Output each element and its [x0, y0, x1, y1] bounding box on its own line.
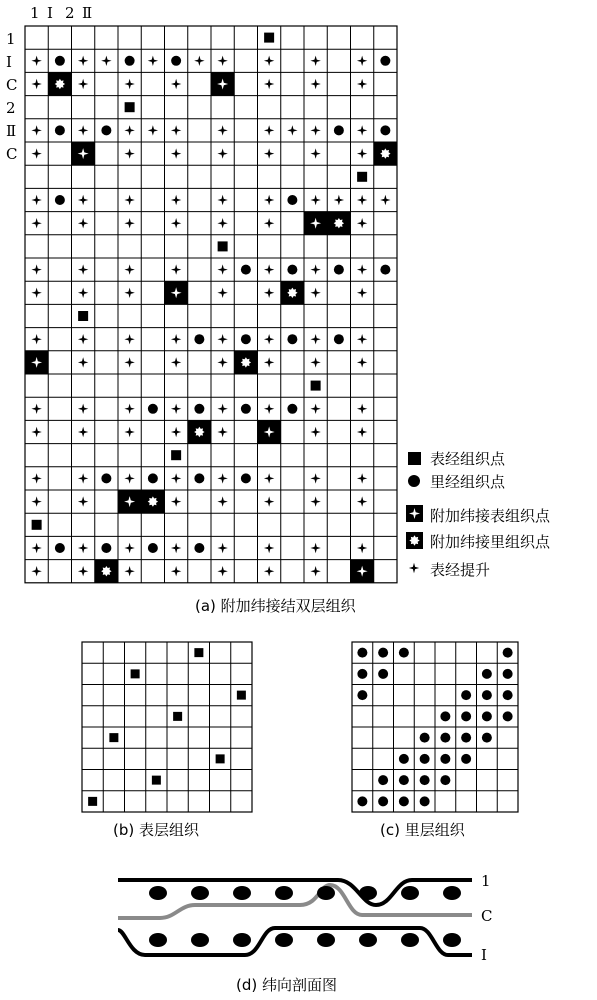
star-mark: [31, 264, 41, 274]
star-mark: [124, 566, 134, 576]
star-mark: [101, 56, 111, 66]
star-mark: [357, 473, 367, 483]
star-mark: [357, 288, 367, 298]
section-label-top: 1: [481, 872, 491, 890]
star-mark: [310, 404, 320, 414]
star-mark: [31, 125, 41, 135]
row-label-C2: C: [6, 145, 18, 163]
star-mark: [124, 218, 134, 228]
star-mark: [78, 56, 88, 66]
square-mark: [216, 754, 225, 763]
star-mark: [31, 404, 41, 414]
grid-a-combined-weave: [25, 26, 397, 583]
star-mark: [310, 264, 320, 274]
dot-mark: [125, 56, 135, 66]
boxed-burst-inner: [287, 288, 297, 298]
star-mark: [124, 195, 134, 205]
dot-mark: [482, 690, 492, 700]
dot-mark: [440, 754, 450, 764]
dot-mark: [101, 543, 111, 553]
star-mark: [124, 125, 134, 135]
legend-label-1: 里经组织点: [430, 473, 506, 491]
legend: [406, 450, 551, 579]
dot-mark: [380, 265, 390, 275]
dot-mark: [287, 334, 297, 344]
star-mark: [217, 357, 227, 367]
weft-dot-top: [233, 886, 251, 900]
star-mark: [264, 195, 274, 205]
star-mark: [171, 264, 181, 274]
star-mark: [310, 195, 320, 205]
dot-mark: [378, 648, 388, 658]
star-mark: [334, 195, 344, 205]
star-mark: [264, 404, 274, 414]
star-mark: [171, 357, 181, 367]
dot-mark: [420, 775, 430, 785]
caption-a: (a) 附加纬接结双层组织: [195, 597, 356, 615]
square-mark: [32, 520, 42, 530]
star-mark: [124, 288, 134, 298]
grid-c-back-weave: [352, 642, 518, 812]
dot-mark: [357, 690, 367, 700]
star-mark: [124, 264, 134, 274]
dot-mark: [241, 265, 251, 275]
dot-mark: [440, 733, 450, 743]
star-mark: [264, 334, 274, 344]
star-mark: [217, 195, 227, 205]
top-label-II: Ⅱ: [82, 4, 93, 22]
caption-c: (c) 里层组织: [380, 821, 465, 839]
dot-mark: [241, 473, 251, 483]
star-mark: [217, 288, 227, 298]
dot-mark: [194, 543, 204, 553]
boxed-burst-inner: [148, 496, 158, 506]
dot-mark: [334, 265, 344, 275]
star-mark: [264, 357, 274, 367]
star-mark: [171, 566, 181, 576]
star-mark: [264, 264, 274, 274]
dot-mark: [461, 711, 471, 721]
square-mark: [78, 311, 88, 321]
star-mark: [217, 404, 227, 414]
star-mark: [217, 264, 227, 274]
star-mark: [171, 404, 181, 414]
row-label-II: Ⅱ: [6, 122, 17, 140]
boxed-burst-inner: [380, 148, 390, 158]
star-mark: [171, 148, 181, 158]
star-mark: [31, 566, 41, 576]
star-mark: [78, 79, 88, 89]
top-label-I: Ⅰ: [47, 4, 53, 22]
star-mark: [357, 79, 367, 89]
star-mark: [310, 473, 320, 483]
star-mark: [31, 148, 41, 158]
grid-b-face-weave: [82, 642, 252, 812]
dot-mark: [334, 334, 344, 344]
star-mark: [310, 334, 320, 344]
top-column-labels: [30, 4, 92, 22]
star-mark: [171, 496, 181, 506]
caption-b: (b) 表层组织: [113, 821, 199, 839]
top-label-2: 2: [65, 4, 75, 22]
dot-mark: [148, 404, 158, 414]
star-mark: [217, 56, 227, 66]
row-label-I: Ⅰ: [6, 53, 12, 71]
star-mark: [310, 427, 320, 437]
star-mark: [310, 543, 320, 553]
square-mark: [194, 648, 203, 657]
star-mark: [217, 334, 227, 344]
weft-dot-bottom: [443, 933, 461, 947]
weft-dot-bottom: [149, 933, 167, 947]
dot-mark: [378, 775, 388, 785]
star-mark: [171, 79, 181, 89]
dot-mark: [440, 775, 450, 785]
dot-mark: [334, 125, 344, 135]
star-mark: [217, 218, 227, 228]
top-label-1: 1: [30, 4, 40, 22]
star-mark: [264, 79, 274, 89]
star-mark: [31, 288, 41, 298]
star-mark: [78, 357, 88, 367]
star-mark: [264, 543, 274, 553]
star-mark: [380, 195, 390, 205]
legend-star-icon: [409, 563, 419, 573]
star-mark: [310, 566, 320, 576]
dot-mark: [420, 796, 430, 806]
star-mark: [310, 496, 320, 506]
weft-dot-top: [443, 886, 461, 900]
boxed-burst-inner: [101, 566, 111, 576]
boxed-burst-inner: [241, 357, 251, 367]
star-mark: [31, 496, 41, 506]
star-mark: [31, 79, 41, 89]
star-mark: [31, 195, 41, 205]
dot-mark: [101, 473, 111, 483]
star-mark: [171, 334, 181, 344]
weft-dot-top: [149, 886, 167, 900]
star-mark: [264, 496, 274, 506]
dot-mark: [503, 690, 513, 700]
dot-mark: [420, 754, 430, 764]
star-mark: [264, 56, 274, 66]
dot-mark: [378, 669, 388, 679]
star-mark: [78, 288, 88, 298]
dot-mark: [461, 690, 471, 700]
dot-mark: [380, 56, 390, 66]
caption-d: (d) 纬向剖面图: [236, 976, 337, 994]
dot-mark: [55, 195, 65, 205]
weft-dot-bottom: [359, 933, 377, 947]
dot-mark: [101, 125, 111, 135]
section-label-middle: C: [481, 907, 493, 925]
star-mark: [31, 218, 41, 228]
star-mark: [124, 543, 134, 553]
star-mark: [310, 56, 320, 66]
star-mark: [124, 473, 134, 483]
star-mark: [171, 125, 181, 135]
square-mark: [152, 776, 161, 785]
star-mark: [78, 543, 88, 553]
row-labels: [6, 30, 17, 163]
star-mark: [194, 56, 204, 66]
star-mark: [124, 148, 134, 158]
weft-dot-bottom: [317, 933, 335, 947]
square-mark: [264, 33, 274, 43]
star-mark: [78, 496, 88, 506]
star-mark: [171, 543, 181, 553]
star-mark: [357, 264, 367, 274]
star-mark: [78, 125, 88, 135]
star-mark: [31, 543, 41, 553]
star-mark: [217, 148, 227, 158]
weft-dot-bottom: [401, 933, 419, 947]
cross-section-diagram: [118, 872, 492, 964]
star-mark: [124, 357, 134, 367]
star-mark: [357, 543, 367, 553]
star-mark: [78, 473, 88, 483]
star-mark: [357, 125, 367, 135]
star-mark: [357, 357, 367, 367]
star-mark: [310, 288, 320, 298]
star-mark: [171, 473, 181, 483]
dot-mark: [194, 404, 204, 414]
square-mark: [109, 733, 118, 742]
star-mark: [124, 404, 134, 414]
dot-mark: [171, 56, 181, 66]
dot-mark: [357, 669, 367, 679]
dot-mark: [287, 195, 297, 205]
star-mark: [264, 473, 274, 483]
star-mark: [357, 148, 367, 158]
legend-label-4: 表经提升: [430, 561, 491, 579]
star-mark: [409, 563, 419, 573]
dot-mark: [399, 775, 409, 785]
star-mark: [217, 543, 227, 553]
star-mark: [217, 427, 227, 437]
dot-mark: [440, 711, 450, 721]
dot-mark: [482, 733, 492, 743]
dot-mark: [399, 754, 409, 764]
weft-dot-top: [359, 886, 377, 900]
dot-mark: [503, 711, 513, 721]
star-mark: [264, 125, 274, 135]
legend-boxed-burst-icon: [406, 532, 423, 549]
star-mark: [217, 473, 227, 483]
star-mark: [171, 195, 181, 205]
star-mark: [78, 427, 88, 437]
star-mark: [78, 334, 88, 344]
dot-mark: [482, 711, 492, 721]
dot-mark: [357, 648, 367, 658]
star-mark: [264, 566, 274, 576]
star-mark: [217, 566, 227, 576]
star-mark: [357, 404, 367, 414]
weft-dot-top: [191, 886, 209, 900]
weft-dot-top: [275, 886, 293, 900]
dot-mark: [287, 404, 297, 414]
star-mark: [124, 334, 134, 344]
star-mark: [171, 218, 181, 228]
star-mark: [264, 288, 274, 298]
dot-mark: [380, 125, 390, 135]
row-label-C: C: [6, 76, 18, 94]
dot-mark: [503, 669, 513, 679]
dot-mark: [287, 265, 297, 275]
row-label-1: 1: [6, 30, 16, 48]
boxed-burst-inner: [334, 218, 344, 228]
star-mark: [310, 79, 320, 89]
legend-label-3: 附加纬接里组织点: [430, 533, 551, 551]
legend-label-0: 表经组织点: [430, 450, 506, 468]
weft-dot-bottom: [233, 933, 251, 947]
square-mark: [357, 172, 367, 182]
dot-mark: [241, 334, 251, 344]
star-mark: [171, 427, 181, 437]
star-mark: [357, 427, 367, 437]
dot-mark: [399, 648, 409, 658]
boxed-burst-inner: [409, 535, 419, 545]
star-mark: [357, 496, 367, 506]
square-mark: [88, 797, 97, 806]
dot-mark: [482, 669, 492, 679]
dot-mark: [194, 334, 204, 344]
star-mark: [148, 125, 158, 135]
star-mark: [31, 427, 41, 437]
star-mark: [310, 125, 320, 135]
square-mark: [237, 691, 246, 700]
star-mark: [78, 264, 88, 274]
star-mark: [310, 357, 320, 367]
star-mark: [78, 566, 88, 576]
legend-boxed-star-icon: [406, 505, 423, 522]
legend-square-icon: [408, 452, 421, 465]
dot-mark: [461, 733, 471, 743]
square-mark: [218, 241, 228, 251]
dot-mark: [420, 733, 430, 743]
dot-mark: [241, 404, 251, 414]
dot-mark: [148, 473, 158, 483]
star-mark: [357, 56, 367, 66]
star-mark: [78, 218, 88, 228]
star-mark: [264, 148, 274, 158]
dot-mark: [461, 754, 471, 764]
middle-yarn-C: [118, 885, 472, 918]
weft-dot-top: [401, 886, 419, 900]
square-mark: [173, 712, 182, 721]
star-mark: [217, 125, 227, 135]
star-mark: [124, 427, 134, 437]
star-mark: [287, 125, 297, 135]
dot-mark: [55, 543, 65, 553]
star-mark: [31, 56, 41, 66]
star-mark: [357, 218, 367, 228]
weft-dot-bottom: [191, 933, 209, 947]
legend-dot-icon: [408, 475, 420, 487]
star-mark: [31, 473, 41, 483]
star-mark: [31, 334, 41, 344]
boxed-burst-inner: [55, 79, 65, 89]
dot-mark: [148, 543, 158, 553]
star-mark: [357, 334, 367, 344]
star-mark: [357, 195, 367, 205]
star-mark: [217, 496, 227, 506]
star-mark: [78, 404, 88, 414]
legend-label-2: 附加纬接表组织点: [430, 507, 551, 525]
dot-mark: [378, 796, 388, 806]
weft-dot-top: [317, 886, 335, 900]
boxed-burst-inner: [194, 427, 204, 437]
square-mark: [125, 102, 135, 112]
star-mark: [148, 56, 158, 66]
star-mark: [310, 148, 320, 158]
dot-mark: [357, 796, 367, 806]
dot-mark: [55, 125, 65, 135]
row-label-2: 2: [6, 99, 16, 117]
square-mark: [171, 450, 181, 460]
square-mark: [311, 381, 321, 391]
square-mark: [131, 669, 140, 678]
star-mark: [264, 218, 274, 228]
dot-mark: [55, 56, 65, 66]
weft-dot-bottom: [275, 933, 293, 947]
star-mark: [78, 195, 88, 205]
dot-mark: [194, 473, 204, 483]
star-mark: [124, 79, 134, 89]
dot-mark: [399, 796, 409, 806]
bottom-yarn-I: [118, 928, 472, 955]
section-label-bottom: Ⅰ: [481, 946, 487, 964]
dot-mark: [503, 648, 513, 658]
